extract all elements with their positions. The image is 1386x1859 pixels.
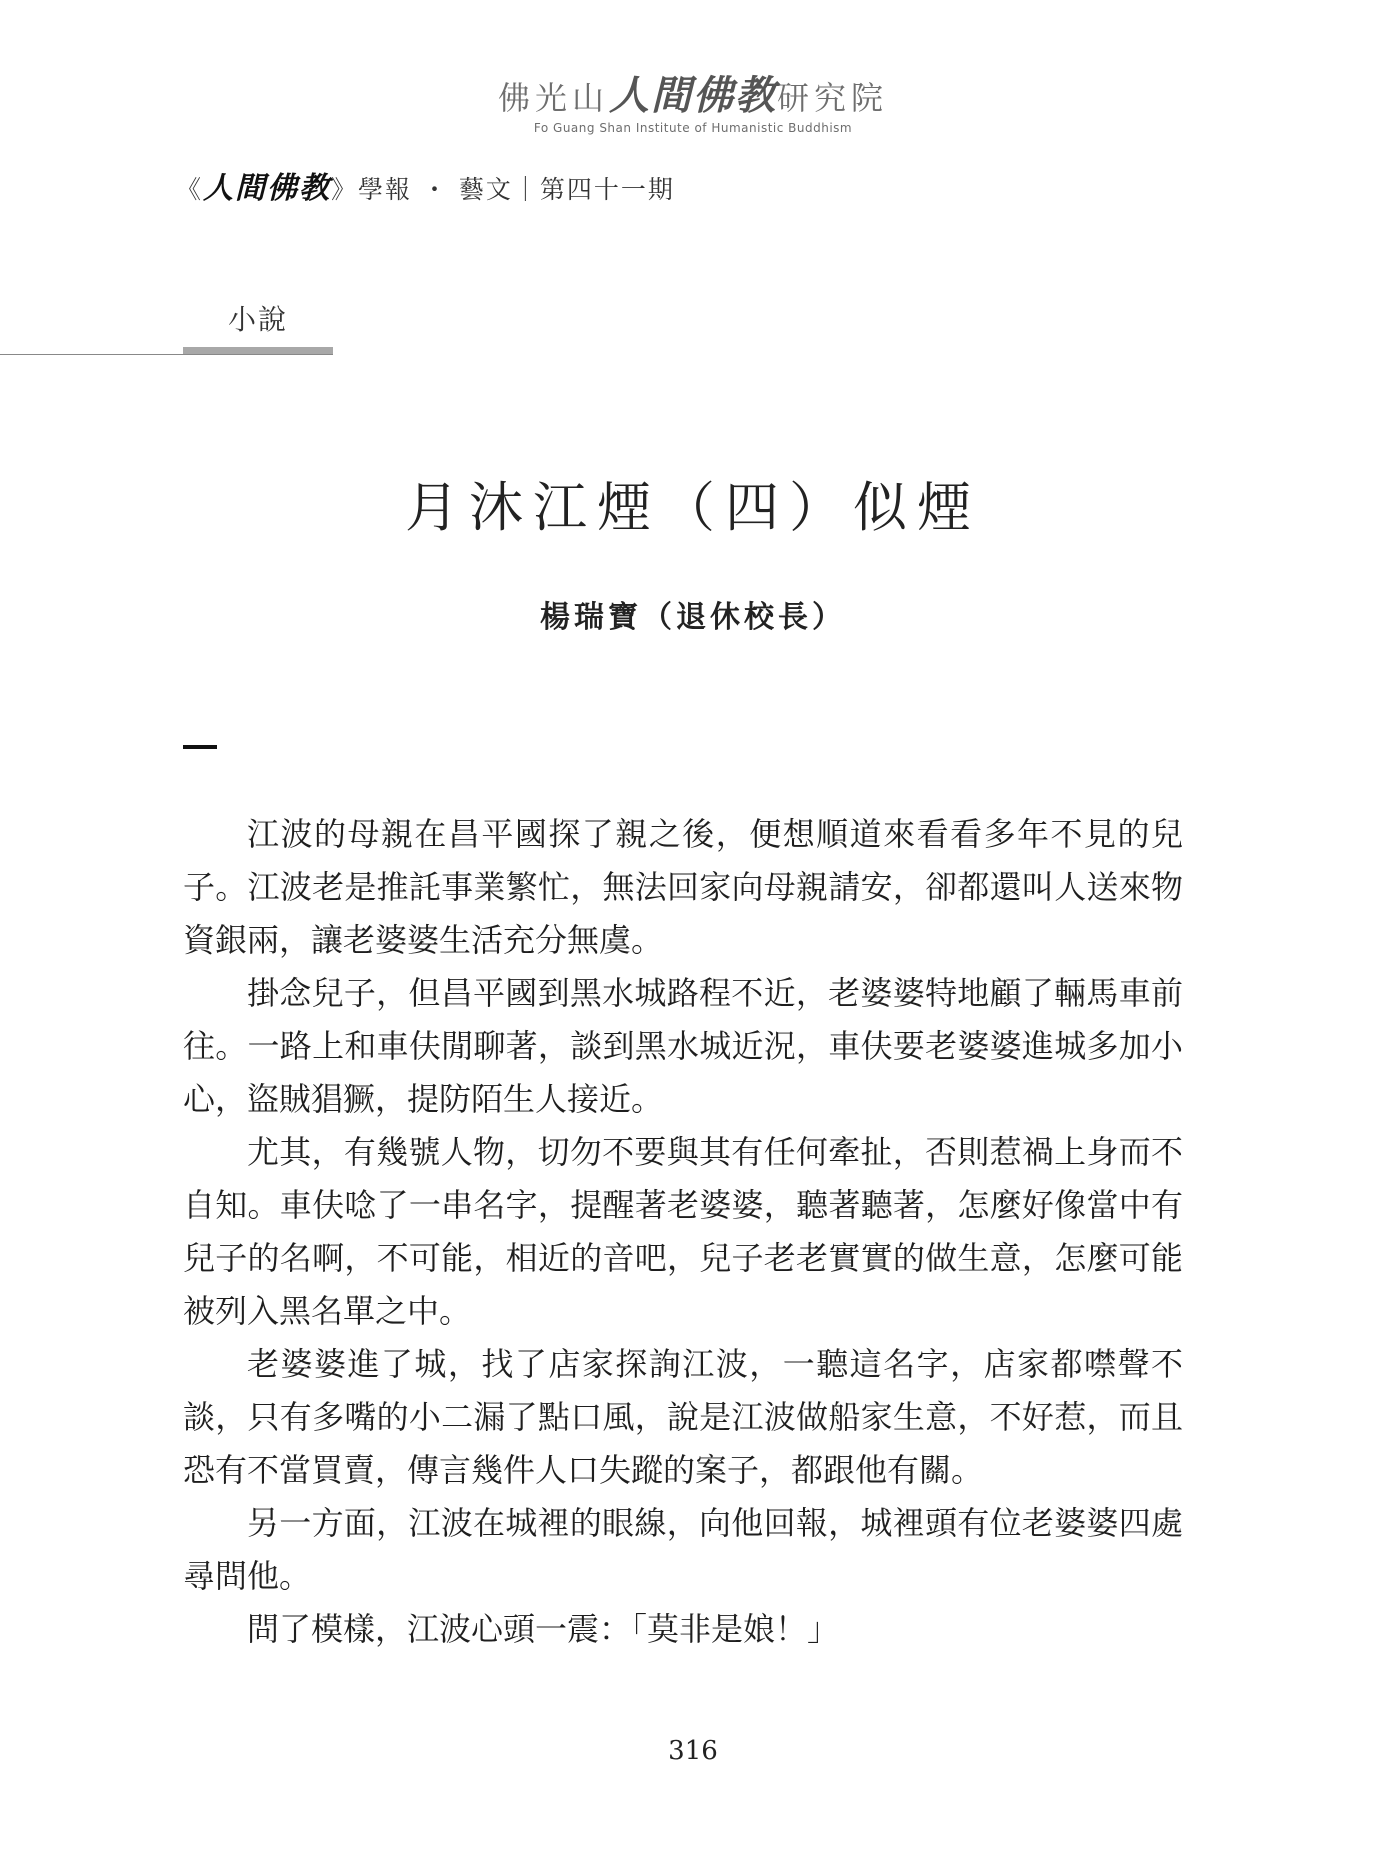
institute-header	[0, 64, 1386, 135]
journal-open-bracket: 《	[176, 175, 204, 204]
article-author: 楊瑞寶（退休校長）	[540, 600, 846, 635]
article-body	[183, 808, 1183, 1656]
journal-running-header	[176, 163, 675, 207]
section-divider	[0, 354, 333, 355]
institute-english-name: Fo Guang Shan Institute of Humanistic Buddhism	[533, 121, 853, 135]
journal-logo-text: 人間佛教	[203, 171, 332, 206]
journal-close-bracket: 》	[331, 175, 359, 204]
paragraph: 掛念兒子，但昌平國到黑水城路程不近，老婆婆特地顧了輛馬車前往。一路上和車伕閒聊著，談到黑水城近況，車伕要老婆婆進城多加小心，盜賊猖獗，提防陌生人接近。	[183, 974, 1183, 1118]
section-label: 小說	[228, 303, 289, 336]
institute-name	[0, 64, 1386, 121]
institute-name-prefix: 佛光山	[497, 79, 609, 117]
paragraph: 另一方面，江波在城裡的眼線，向他回報，城裡頭有位老婆婆四處尋問他。	[183, 1504, 1183, 1595]
paragraph: 尤其，有幾號人物，切勿不要與其有任何牽扯，否則惹禍上身而不自知。車伕唸了一串名字，提醒著老婆婆，聽著聽著，怎麼好像當中有兒子的名啊，不可能，相近的音吧，兒子老老實實的做生意，怎麼可能被列入黑名單之中。	[183, 1133, 1183, 1330]
section-divider-accent	[183, 347, 333, 354]
paragraph: 問了模樣，江波心頭一震：「莫非是娘！」	[247, 1610, 840, 1648]
paragraph: 老婆婆進了城，找了店家探詢江波，一聽這名字，店家都噤聲不談，只有多嘴的小二漏了點口風，說是江波做船家生意，不好惹，而且恐有不當買賣，傳言幾件人口失蹤的案子，都跟他有關。	[183, 1345, 1183, 1489]
page-number: 316	[668, 1736, 718, 1766]
institute-name-suffix: 研究院	[777, 79, 889, 117]
journal-issue-info: 學報 ・ 藝文｜第四十一期	[358, 175, 675, 204]
chapter-number-one	[183, 745, 217, 749]
paragraph: 江波的母親在昌平國探了親之後，便想順道來看看多年不見的兒子。江波老是推託事業繁忙，無法回家向母親請安，卻都還叫人送來物資銀兩，讓老婆婆生活充分無虞。	[183, 815, 1183, 959]
article-title: 月沐江煙（四）似煙	[405, 476, 981, 539]
institute-logo-text: 人間佛教	[609, 73, 777, 119]
